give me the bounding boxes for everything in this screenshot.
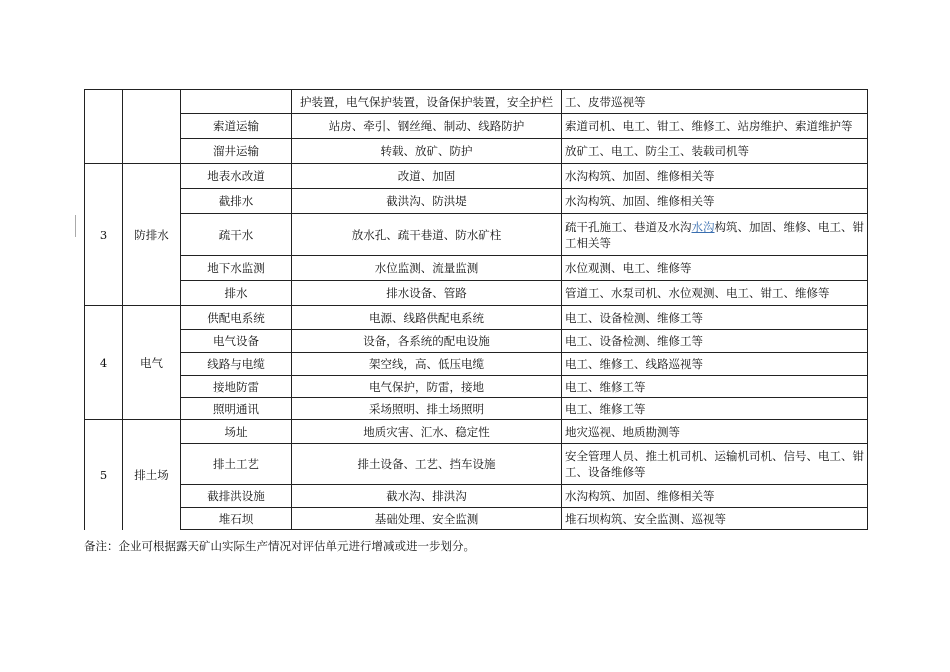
cell-staff: 水位观测、电工、维修等: [562, 256, 868, 281]
cell-no: [85, 90, 123, 164]
cell-content: 采场照明、排土场照明: [292, 398, 562, 420]
cell-content: 转载、放矿、防护: [292, 139, 562, 164]
table-row: [85, 114, 868, 139]
cell-content: 电气保护，防雷，接地: [292, 376, 562, 398]
table-row: [85, 376, 868, 398]
cell-content: 截水沟、排洪沟: [292, 485, 562, 508]
cell-content: 排水设备、管路: [292, 281, 562, 306]
cell-staff: 电工、设备检测、维修工等: [562, 306, 868, 330]
cell-sub-unit: 排水: [181, 281, 292, 306]
cell-content: 架空线，高、低压电缆: [292, 353, 562, 376]
table-row: [85, 139, 868, 164]
cell-staff: 电工、维修工等: [562, 376, 868, 398]
cell-content: 排土设备、工艺、挡车设施: [292, 444, 562, 485]
cell-staff: 电工、维修工、线路巡视等: [562, 353, 868, 376]
cell-content: 水位监测、流量监测: [292, 256, 562, 281]
cell-sub-unit: 供配电系统: [181, 306, 292, 330]
cell-no: 4: [85, 306, 123, 420]
cell-staff: 管道工、水泵司机、水位观测、电工、钳工、维修等: [562, 281, 868, 306]
table-row: [85, 485, 868, 508]
spellcheck-highlight: 水沟: [691, 219, 715, 234]
table-row: [85, 330, 868, 353]
cell-sub-unit: 截排水: [181, 189, 292, 214]
cell-staff: 工、皮带巡视等: [562, 90, 868, 114]
cell-type: 防排水: [123, 164, 181, 306]
cell-content: 改道、加固: [292, 164, 562, 189]
table-row: [85, 189, 868, 214]
cell-staff: 安全管理人员、推土机司机、运输机司机、信号、电工、钳工、设备维修等: [562, 444, 868, 485]
cell-no: 3: [85, 164, 123, 306]
table-row: [85, 444, 868, 485]
cell-type: 电气: [123, 306, 181, 420]
cell-sub-unit: 场址: [181, 420, 292, 444]
table-row: [85, 281, 868, 306]
cell-staff: 索道司机、电工、钳工、维修工、站房维护、索道维护等: [562, 114, 868, 139]
cell-content: 基础处理、安全监测: [292, 508, 562, 530]
table-row: [85, 353, 868, 376]
cell-type: 排土场: [123, 420, 181, 530]
table-row: [85, 508, 868, 530]
table-footnote: 备注：企业可根据露天矿山实际生产情况对评估单元进行增减或进一步划分。: [84, 539, 475, 553]
cell-sub-unit: 索道运输: [181, 114, 292, 139]
cell-staff: 电工、维修工等: [562, 398, 868, 420]
table-row: [85, 90, 868, 114]
cell-content: 护装置，电气保护装置，设备保护装置，安全护栏: [292, 90, 562, 114]
cell-content: 放水孔、疏干巷道、防水矿柱: [292, 214, 562, 256]
table-row: [85, 420, 868, 444]
cell-staff: [562, 214, 868, 256]
cell-sub-unit: 排土工艺: [181, 444, 292, 485]
cell-staff: 堆石坝构筑、安全监测、巡视等: [562, 508, 868, 530]
margin-marker: [75, 215, 76, 237]
cell-content: 地质灾害、汇水、稳定性: [292, 420, 562, 444]
cell-sub-unit: 电气设备: [181, 330, 292, 353]
table-row: [85, 398, 868, 420]
cell-content: 站房、牵引、钢丝绳、制动、线路防护: [292, 114, 562, 139]
cell-staff: 放矿工、电工、防尘工、装载司机等: [562, 139, 868, 164]
table-row: [85, 164, 868, 189]
cell-content: 设备，各系统的配电设施: [292, 330, 562, 353]
cell-staff: 地灾巡视、地质勘测等: [562, 420, 868, 444]
cell-sub-unit: 堆石坝: [181, 508, 292, 530]
cell-sub-unit: 照明通讯: [181, 398, 292, 420]
table-row: [85, 256, 868, 281]
cell-staff: 水沟构筑、加固、维修相关等: [562, 485, 868, 508]
cell-sub-unit: 线路与电缆: [181, 353, 292, 376]
cell-sub-unit: [181, 90, 292, 114]
cell-sub-unit: 截排洪设施: [181, 485, 292, 508]
table-row: [85, 306, 868, 330]
staff-text-end: 构筑、加固、维修、电工、钳工相关等: [565, 219, 864, 250]
cell-no: 5: [85, 420, 123, 530]
cell-content: 电源、线路供配电系统: [292, 306, 562, 330]
cell-sub-unit: 溜井运输: [181, 139, 292, 164]
cell-type: [123, 90, 181, 164]
cell-content: 截洪沟、防洪堤: [292, 189, 562, 214]
cell-staff: 电工、设备检测、维修工等: [562, 330, 868, 353]
cell-sub-unit: 地表水改道: [181, 164, 292, 189]
table-row: [85, 214, 868, 256]
cell-sub-unit: 地下水监测: [181, 256, 292, 281]
staff-text-start: 疏干孔施工、巷道及水沟: [565, 219, 692, 234]
cell-sub-unit: 疏干水: [181, 214, 292, 256]
cell-sub-unit: 接地防雷: [181, 376, 292, 398]
cell-staff: 水沟构筑、加固、维修相关等: [562, 189, 868, 214]
cell-staff: 水沟构筑、加固、维修相关等: [562, 164, 868, 189]
assessment-unit-table: [84, 89, 868, 530]
